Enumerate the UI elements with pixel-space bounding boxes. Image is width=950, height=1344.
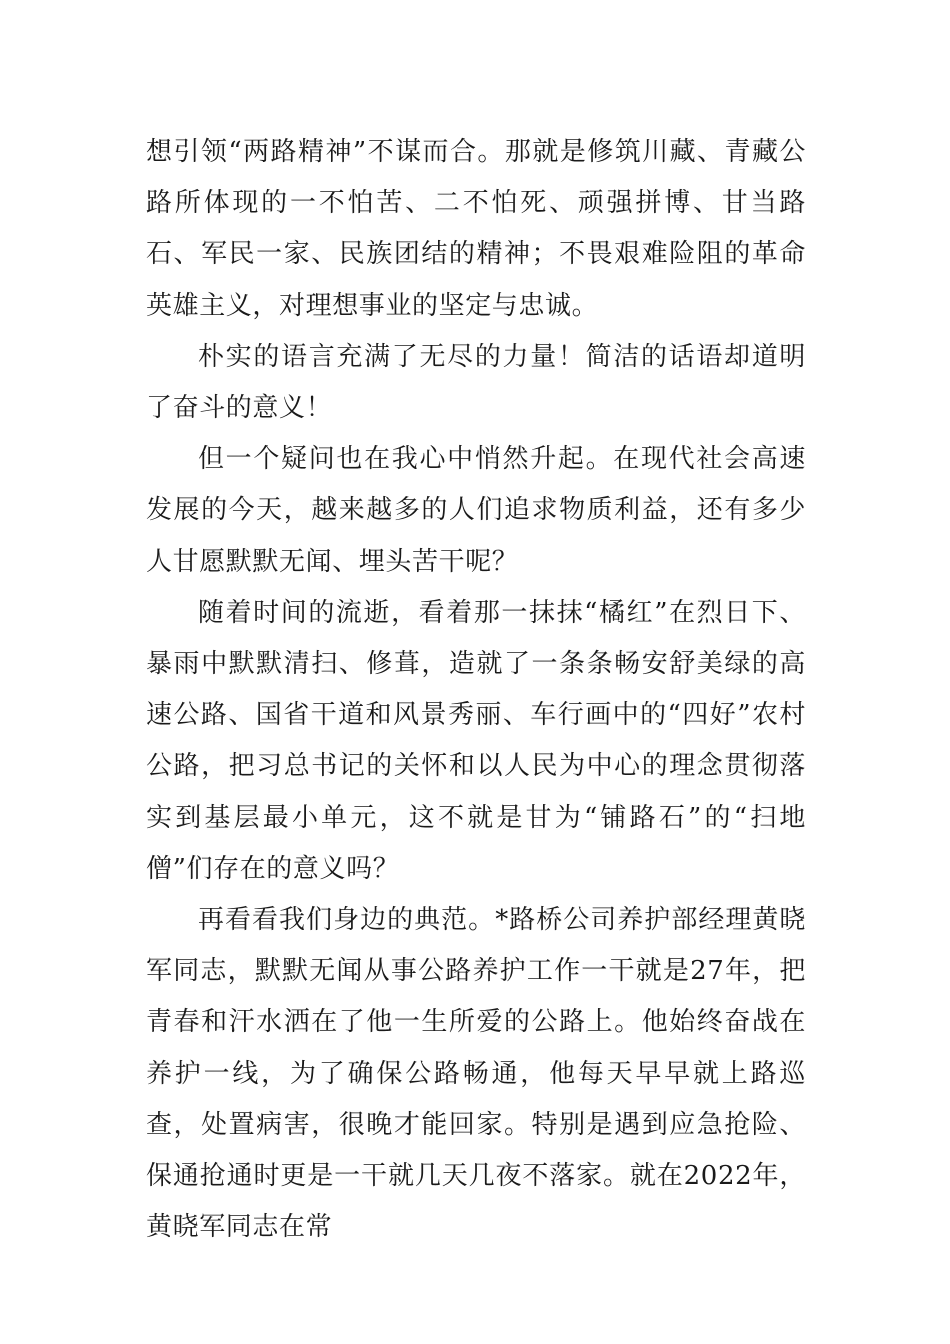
paragraph: 但一个疑问也在我心中悄然升起。在现代社会高速发展的今天，越来越多的人们追求物质利益，还有多少人甘愿默默无闻、埋头苦干呢？ <box>146 444 806 577</box>
paragraph: 随着时间的流逝，看着那一抹抹“橘红”在烈日下、暴雨中默默清扫、修葺，造就了一条条畅安舒美绿的高速公路、国省干道和风景秀丽、车行画中的“四好”农村公路，把习总书记的关怀和以人民为中心的理念贯彻落实到基层最小单元，这不就是甘为“铺路石”的“扫地僧”们存在的意义吗？ <box>146 597 806 884</box>
paragraph-continuation: 想引领“两路精神”不谋而合。那就是修筑川藏、青藏公路所体现的一不怕苦、二不怕死、顽强拼博、甘当路石、军民一家、民族团结的精神；不畏艰难险阻的革命英雄主义，对理想事业的坚定与忠诚。 <box>146 137 806 321</box>
paragraph: 再看看我们身边的典范。*路桥公司养护部经理黄晓军同志，默默无闻从事公路养护工作一干就是27年，把青春和汗水洒在了他一生所爱的公路上。他始终奋战在养护一线，为了确保公路畅通，他每天早早就上路巡查，处置病害，很晚才能回家。特别是遇到应急抢险、保通抢通时更是一干就几天几夜不落家。就在2022年，黄晓军同志在常 <box>146 905 806 1243</box>
paragraph: 朴实的语言充满了无尽的力量！简洁的话语却道明了奋斗的意义！ <box>146 341 806 424</box>
document-body <box>146 127 806 1253</box>
